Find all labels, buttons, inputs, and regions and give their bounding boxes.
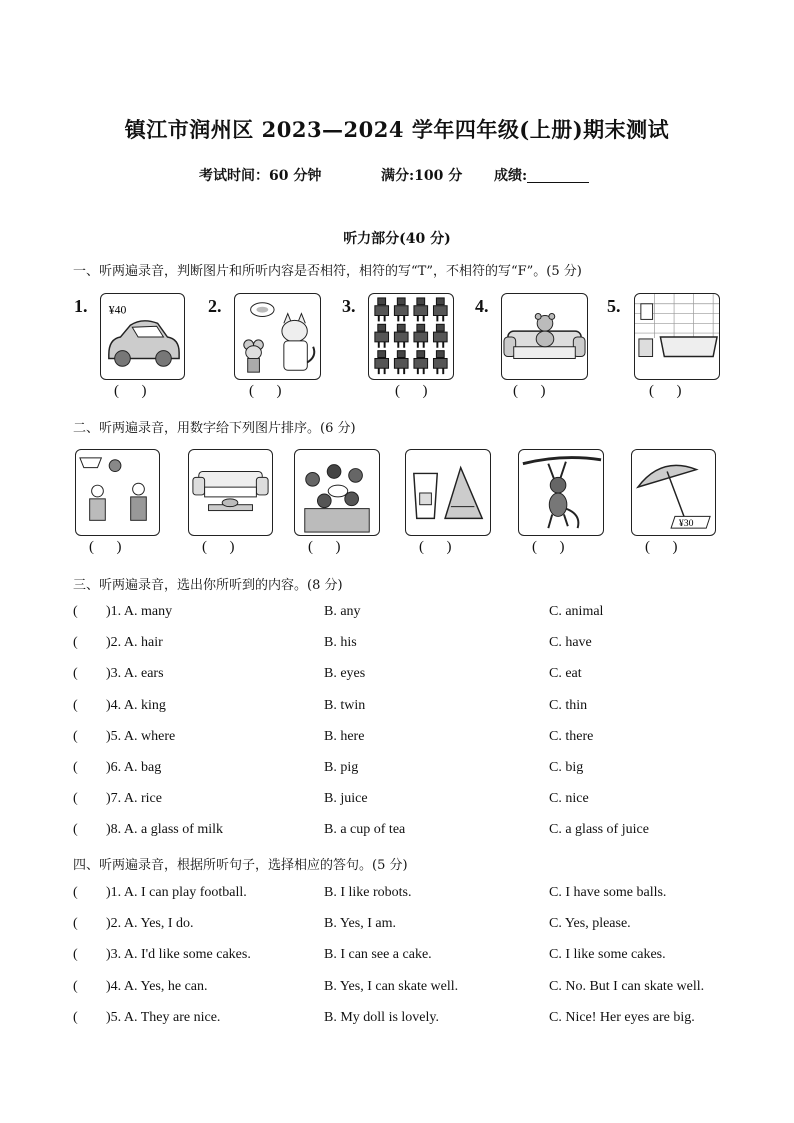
s4-answer-paren[interactable]: (	[73, 885, 78, 900]
s4-option-a[interactable]: )4. A. Yes, he can.	[106, 978, 208, 994]
s3-answer-paren[interactable]: (	[73, 822, 78, 838]
item2-answer[interactable]: ( )	[249, 383, 282, 399]
s4-question-row	[0, 1010, 794, 1030]
s2-item5-answer[interactable]: ( )	[532, 539, 565, 555]
s4-option-a[interactable]: )2. A. Yes, I do.	[106, 916, 194, 932]
s2-monkey-picture	[518, 449, 604, 536]
s4-option-b[interactable]: B. Yes, I can skate well.	[324, 978, 459, 994]
s3-option-a[interactable]: )5. A. where	[106, 728, 176, 744]
section1-heading: 一、听两遍录音，判断图片和所听内容是否相符，相符的写“T”，不相符的写“F”。(5 分)	[73, 264, 582, 279]
s4-answer-paren[interactable]: (	[73, 978, 78, 994]
s2-umbrella-picture	[631, 449, 716, 536]
s3-option-b[interactable]: B. a cup of tea	[324, 822, 406, 838]
s2-milk-sandwich-picture	[405, 449, 491, 536]
s4-option-a[interactable]: )1. A. I can play football.	[106, 885, 247, 900]
s3-option-a[interactable]: )7. A. rice	[106, 791, 162, 807]
robot-icon	[375, 351, 389, 374]
score-field	[494, 165, 589, 185]
s2-item3-answer[interactable]: ( )	[308, 539, 341, 555]
item5-bathroom-picture	[634, 293, 720, 380]
s3-question-row	[0, 666, 794, 686]
listening-part-title: 听力部分(40 分)	[343, 231, 451, 247]
robot-icon	[414, 298, 428, 321]
robot-icon	[394, 324, 408, 347]
s4-answer-paren[interactable]: (	[73, 947, 78, 963]
s4-question-row	[0, 916, 794, 936]
score-blank[interactable]	[527, 168, 589, 183]
s4-option-b[interactable]: B. Yes, I am.	[324, 916, 396, 932]
s4-question-row	[0, 885, 794, 905]
item4-number: 4.	[475, 296, 489, 316]
s3-question-row	[0, 604, 794, 624]
s3-option-a[interactable]: )1. A. many	[106, 604, 173, 619]
s4-option-c[interactable]: C. I like some cakes.	[549, 947, 666, 963]
s3-question-row	[0, 729, 794, 749]
s2-sofa-picture	[188, 449, 273, 536]
s3-answer-paren[interactable]: (	[73, 635, 78, 651]
s4-question-row	[0, 979, 794, 999]
exam-title: 镇江市润州区 2023—2024 学年四年级(上册)期末测试	[124, 117, 670, 142]
s3-option-b[interactable]: B. twin	[324, 697, 366, 713]
price-40-text: ¥40	[108, 303, 127, 317]
robot-icon	[375, 298, 389, 321]
s3-question-row	[0, 791, 794, 811]
s3-option-c[interactable]: C. animal	[549, 604, 604, 619]
robot-icon	[394, 351, 408, 374]
s4-option-c[interactable]: C. I have some balls.	[549, 885, 667, 900]
robot-icon	[375, 324, 389, 347]
robot-icon	[433, 351, 447, 374]
s3-option-c[interactable]: C. eat	[549, 666, 582, 682]
s3-option-c[interactable]: C. nice	[549, 791, 589, 807]
item4-answer[interactable]: ( )	[513, 383, 546, 399]
item2-cat-mouse-picture	[234, 293, 321, 380]
item5-answer[interactable]: ( )	[649, 383, 682, 399]
s3-option-c[interactable]: C. there	[549, 728, 594, 744]
s3-option-c[interactable]: C. big	[549, 760, 584, 775]
s3-option-b[interactable]: B. here	[324, 728, 365, 744]
s3-answer-paren[interactable]: (	[73, 604, 78, 619]
robot-icon	[394, 298, 408, 321]
price-30-text: ¥30	[678, 518, 694, 530]
s3-option-a[interactable]: )8. A. a glass of milk	[106, 822, 224, 838]
s3-option-a[interactable]: )4. A. king	[106, 697, 166, 713]
s2-people-cake-picture	[294, 449, 380, 536]
s3-answer-paren[interactable]: (	[73, 666, 78, 682]
s4-option-b[interactable]: B. I can see a cake.	[324, 947, 432, 963]
item4-sofa-bear-picture	[501, 293, 588, 380]
s4-option-c[interactable]: C. No. But I can skate well.	[549, 978, 705, 994]
s3-option-c[interactable]: C. have	[549, 635, 592, 651]
s4-option-b[interactable]: B. My doll is lovely.	[324, 1009, 439, 1025]
robot-icon	[414, 324, 428, 347]
robot-icon	[414, 351, 428, 374]
s4-option-a[interactable]: )5. A. They are nice.	[106, 1009, 221, 1025]
s2-item2-answer[interactable]: ( )	[202, 539, 235, 555]
section3-heading: 三、听两遍录音，选出你所听到的内容。(8 分)	[73, 578, 343, 593]
s4-option-c[interactable]: C. Nice! Her eyes are big.	[549, 1009, 695, 1025]
item3-answer[interactable]: ( )	[395, 383, 428, 399]
s3-option-b[interactable]: B. juice	[324, 791, 368, 807]
s3-question-row	[0, 760, 794, 780]
robot-icon	[433, 298, 447, 321]
s3-question-row	[0, 698, 794, 718]
item2-number: 2.	[208, 296, 222, 316]
s3-question-row	[0, 635, 794, 655]
s3-option-a[interactable]: )6. A. bag	[106, 760, 162, 775]
exam-time: 考试时间：60 分钟	[199, 168, 322, 184]
s3-option-b[interactable]: B. his	[324, 635, 357, 651]
s3-answer-paren[interactable]: (	[73, 697, 78, 713]
s2-basketball-picture	[75, 449, 160, 536]
section2-heading: 二、听两遍录音，用数字给下列图片排序。(6 分)	[73, 421, 356, 436]
s4-answer-paren[interactable]: (	[73, 1009, 78, 1025]
s3-answer-paren[interactable]: (	[73, 760, 78, 775]
s3-option-b[interactable]: B. any	[324, 604, 361, 619]
s4-option-a[interactable]: )3. A. I'd like some cakes.	[106, 947, 251, 963]
s4-question-row	[0, 947, 794, 967]
item3-robots-picture	[368, 293, 454, 380]
s2-item4-answer[interactable]: ( )	[419, 539, 452, 555]
full-score: 满分:100 分	[381, 168, 463, 184]
s3-question-row	[0, 822, 794, 842]
item1-car-picture	[100, 293, 185, 380]
s3-option-a[interactable]: )2. A. hair	[106, 635, 163, 651]
s3-option-c[interactable]: C. a glass of juice	[549, 822, 649, 838]
s4-answer-paren[interactable]: (	[73, 916, 78, 932]
item1-answer[interactable]: ( )	[114, 383, 147, 399]
robot-icon	[433, 324, 447, 347]
section4-heading: 四、听两遍录音，根据所听句子，选择相应的答句。(5 分)	[73, 858, 408, 873]
s3-option-b[interactable]: B. eyes	[324, 666, 366, 682]
s3-answer-paren[interactable]: (	[73, 728, 78, 744]
item5-number: 5.	[607, 296, 621, 316]
s2-item6-answer[interactable]: ( )	[645, 539, 678, 555]
item3-number: 3.	[342, 296, 356, 316]
s2-item1-answer[interactable]: ( )	[89, 539, 122, 555]
s3-option-b[interactable]: B. pig	[324, 760, 359, 775]
s3-option-a[interactable]: )3. A. ears	[106, 666, 164, 682]
s4-option-c[interactable]: C. Yes, please.	[549, 916, 631, 932]
s3-answer-paren[interactable]: (	[73, 791, 78, 807]
score-label: 成绩:	[494, 168, 528, 184]
item1-number: 1.	[74, 296, 88, 316]
s4-option-b[interactable]: B. I like robots.	[324, 885, 412, 900]
s3-option-c[interactable]: C. thin	[549, 697, 588, 713]
